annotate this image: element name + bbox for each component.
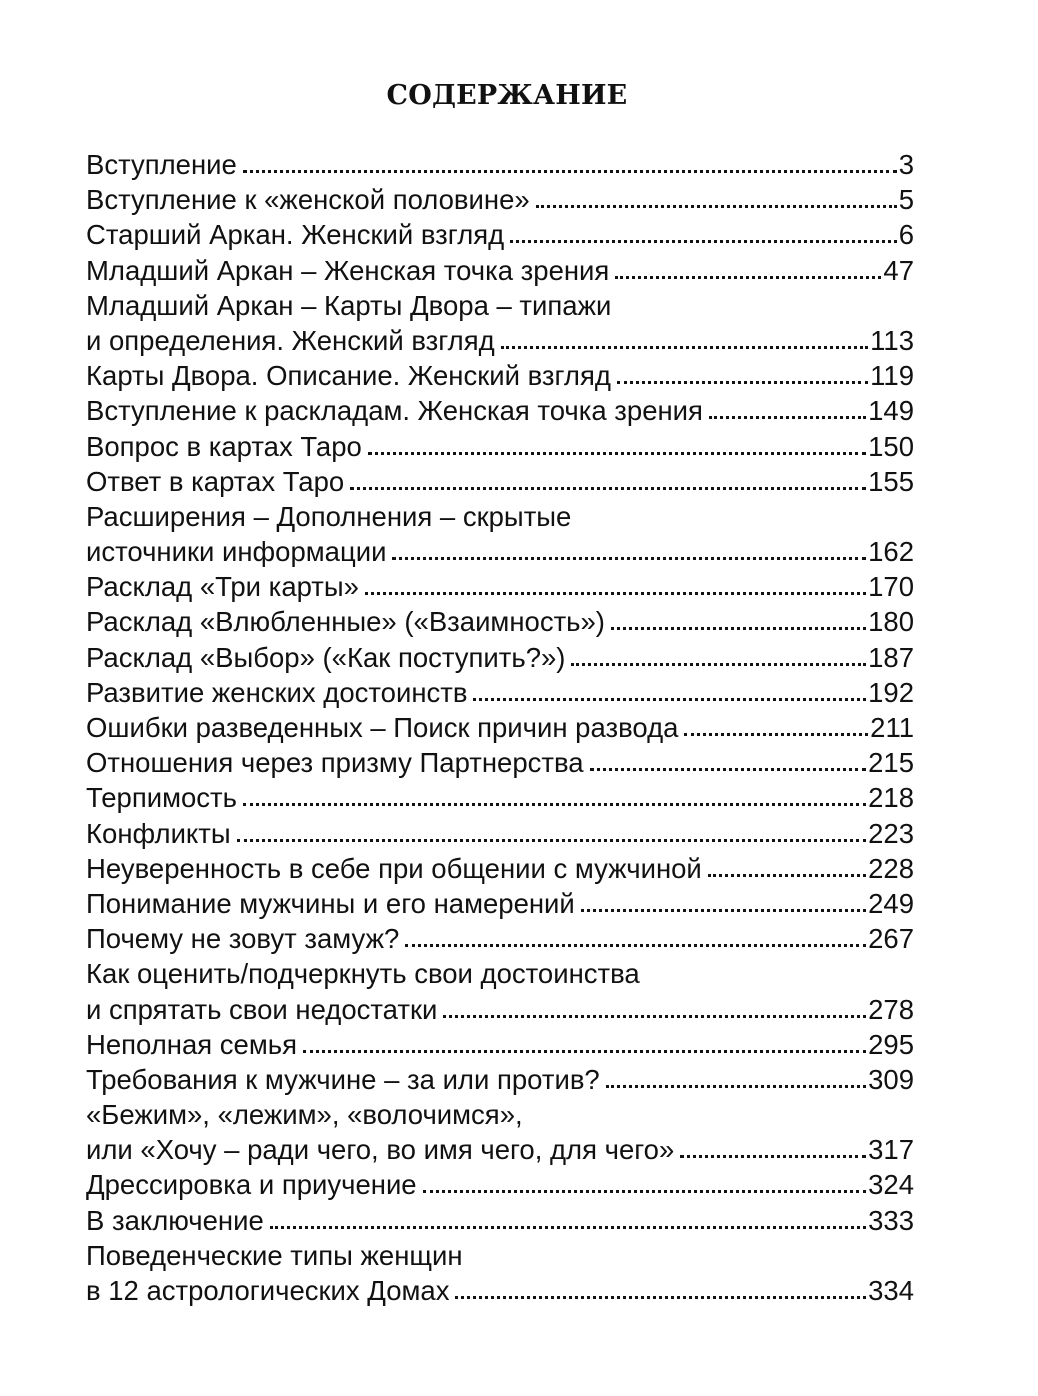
toc-entry-title: Расклад «Три карты» [86,571,359,603]
toc-entry-title-line: Младший Аркан – Карты Двора – типажи [86,289,612,321]
toc-entry-title: источники информации [86,536,387,568]
toc-page-number: 155 [868,465,914,497]
dot-leader [392,555,866,560]
dot-leader [270,1224,866,1229]
toc-page-number: 334 [868,1275,914,1306]
toc-entry-title: Ошибки разведенных – Поиск причин развода [86,712,679,743]
toc-entry-row [86,217,914,252]
toc-page-number: 309 [868,1063,914,1095]
dot-leader [680,1153,866,1158]
toc-entry-row [86,358,914,393]
toc-entry-row [86,147,914,182]
dot-leader [303,1048,866,1053]
toc-entry-row [86,1273,914,1308]
toc-entry-row [86,604,914,639]
toc-entry-row [86,675,914,710]
toc-entry [86,886,914,921]
toc-page-number: 6 [898,219,914,251]
toc-entry-row [86,921,914,956]
toc-entry-row [86,253,914,288]
toc-entry [86,956,914,1026]
toc-entry [86,1238,914,1308]
toc-entry [86,675,914,710]
toc-page-number: 180 [868,606,914,638]
toc-page-number: 47 [883,254,914,286]
dot-leader [708,872,866,877]
toc-entry [86,851,914,886]
toc-entry-title: В заключение [86,1204,264,1236]
toc-page-number: 149 [868,395,914,427]
toc-entry-row [86,780,914,815]
toc-entry-row [86,851,914,886]
toc-page-number: 228 [868,852,914,884]
toc-page-number: 162 [868,536,914,568]
dot-leader [611,625,866,630]
toc-entry-row [86,464,914,499]
dot-leader [536,203,897,208]
dot-leader [423,1188,867,1193]
dot-leader [615,274,881,279]
toc-entry [86,640,914,675]
toc-entry-title: Неуверенность в себе при общении с мужчиной [86,852,702,884]
dot-leader [350,485,866,490]
toc-entry [86,358,914,393]
toc-page-number: 295 [868,1028,914,1060]
toc-page-number: 187 [868,641,914,673]
dot-leader [590,766,867,771]
toc-entry-title: или «Хочу – ради чего, во имя чего, для чего» [86,1134,675,1166]
toc-entry-row [86,640,914,675]
toc-page-number: 223 [868,817,914,849]
toc-entry [86,710,914,745]
toc-entry [86,780,914,815]
toc-entry-row [86,569,914,604]
toc-entry [86,147,914,182]
toc-entry-title-line: Расширения – Дополнения – скрытые [86,500,572,532]
toc-entry-row [86,1027,914,1062]
dot-leader [571,661,866,666]
dot-leader [473,696,866,701]
toc-entry-row [86,816,914,851]
dot-leader [581,907,866,912]
toc-page-number: 3 [898,149,914,180]
toc-entry [86,1027,914,1062]
toc-entry [86,745,914,780]
toc-entry-row [86,710,914,745]
dot-leader [709,414,866,419]
dot-leader [365,590,866,595]
dot-leader [243,168,897,173]
toc-entry-title: в 12 астрологических Домах [86,1275,450,1306]
toc-entry [86,464,914,499]
toc-page-number: 278 [868,993,914,1025]
toc-page-number: 5 [898,184,914,216]
toc-entry-title: Вступление [86,149,237,180]
toc-entry-row [86,1203,914,1238]
page-title: СОДЕРЖАНИЕ [386,80,628,111]
toc-entry-row [86,534,914,569]
toc-page-number: 150 [868,430,914,462]
toc-entry-title: Старший Аркан. Женский взгляд [86,219,505,251]
toc-entry-title: Расклад «Выбор» («Как поступить?») [86,641,566,673]
toc-page-number: 249 [868,887,914,919]
toc-entry [86,1062,914,1097]
toc-entry-title: Вопрос в картах Таро [86,430,362,462]
toc-entry [86,393,914,428]
toc-entry-row [86,429,914,464]
toc-entry-title: Карты Двора. Описание. Женский взгляд [86,360,611,392]
toc-entry-title: Развитие женских достоинств [86,676,468,708]
toc-entry [86,604,914,639]
toc-entry-title: Ответ в картах Таро [86,465,345,497]
toc-entry [86,1203,914,1238]
toc-entry-row [86,393,914,428]
toc-entry-title: Отношения через призму Партнерства [86,747,584,779]
toc-entry [86,182,914,217]
toc-entry [86,217,914,252]
dot-leader [510,238,897,243]
dot-leader [617,379,868,384]
toc-entry-title-line: Поведенческие типы женщин [86,1239,463,1271]
toc-entry-title: Вступление к «женской половине» [86,184,530,216]
toc-entry [86,288,914,358]
toc-page-number: 192 [868,676,914,708]
toc-entry-title: и определения. Женский взгляд [86,324,495,356]
toc-entry [86,429,914,464]
dot-leader [368,450,866,455]
toc-entry [86,816,914,851]
toc-entry [86,921,914,956]
toc-entry-title: Конфликты [86,817,231,849]
dot-leader [606,1083,866,1088]
toc-page-number: 113 [870,324,914,356]
toc-entry-title: Неполная семья [86,1028,297,1060]
toc-page-number: 324 [868,1169,914,1201]
toc-entry-row [86,745,914,780]
toc-entry-title: Терпимость [86,782,237,814]
toc-entry-row [86,1062,914,1097]
dot-leader [455,1294,866,1299]
toc-page-number: 211 [870,712,914,743]
toc-page-number: 218 [868,782,914,814]
toc-entry-title: Младший Аркан – Женская точка зрения [86,254,610,286]
toc-entry-row [86,992,914,1027]
toc-entry-title: Требования к мужчине – за или против? [86,1063,600,1095]
toc-entry [86,499,914,569]
toc-entry-row [86,1167,914,1202]
toc-page-number: 215 [868,747,914,779]
toc-entry-title: Понимание мужчины и его намерений [86,887,575,919]
dot-leader [243,801,866,806]
toc-entry-title: Почему не зовут замуж? [86,923,400,955]
toc-entry [86,1097,914,1167]
toc-entry-row [86,1132,914,1167]
toc-entry-row [86,182,914,217]
toc-entry-title: Вступление к раскладам. Женская точка зрения [86,395,703,427]
toc-entry-title-line: Как оценить/подчеркнуть свои достоинства [86,958,640,990]
toc-entry-title: Дрессировка и приучение [86,1169,417,1201]
toc-entry [86,569,914,604]
toc-entry-title: Расклад «Влюбленные» («Взаимность») [86,606,605,638]
dot-leader [405,942,866,947]
dot-leader [684,731,868,736]
toc-entry-title: и спрятать свои недостатки [86,993,438,1025]
toc-entry-row [86,323,914,358]
toc-page-number: 317 [868,1134,914,1166]
toc-entry-title-line: «Бежим», «лежим», «волочимся», [86,1099,523,1131]
toc-page-number: 119 [870,360,914,392]
dot-leader [237,837,866,842]
toc-entry [86,253,914,288]
toc-page-number: 170 [868,571,914,603]
toc-page-number: 267 [868,923,914,955]
toc-page-number: 333 [868,1204,914,1236]
toc-entry-row [86,886,914,921]
dot-leader [443,1013,866,1018]
table-of-contents [86,147,914,1308]
dot-leader [501,344,868,349]
toc-entry [86,1167,914,1202]
